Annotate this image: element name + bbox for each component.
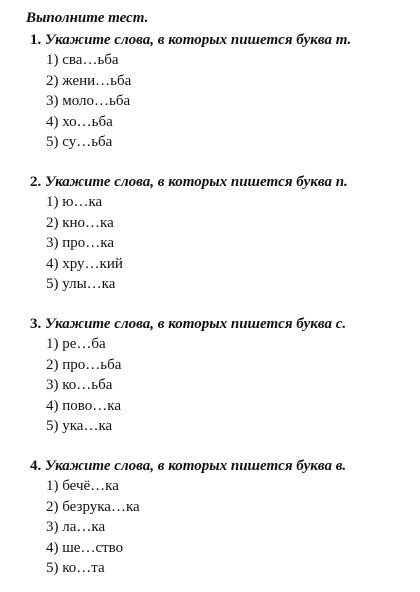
question-3: [30, 314, 410, 437]
answer-option: 1) сва…ьба: [46, 52, 119, 68]
answer-option: 5) ука…ка: [46, 418, 113, 434]
answer-option: 2) безрука…ка: [46, 498, 140, 515]
answer-option: 2) кно…ка: [46, 214, 114, 231]
question-number: 1.: [30, 32, 42, 48]
answer-option: 3) ко…ьба: [46, 377, 113, 393]
answer-option: 3) моло…ьба: [46, 93, 131, 109]
question-4: [30, 456, 410, 579]
answer-option: 2) про…ьба: [46, 356, 122, 373]
question-title: [30, 314, 410, 334]
answer-option: 1) бечё…ка: [46, 478, 119, 494]
answer-option: 4) хру…кий: [46, 255, 123, 272]
question-title: [30, 456, 410, 476]
answer-option: 2) жени…ьба: [46, 72, 132, 89]
answer-option: 1) ю…ка: [46, 194, 103, 210]
answer-option: 5) улы…ка: [46, 276, 116, 292]
question-number: 2.: [30, 174, 42, 190]
answer-option: 4) ше…ство: [46, 539, 124, 556]
question-title: [30, 172, 410, 192]
answer-option: 3) ла…ка: [46, 519, 106, 535]
test-heading: Выполните тест.: [26, 10, 149, 26]
answer-option: 5) ко…та: [46, 560, 105, 576]
question-prompt: Укажите слова, в которых пишется буква: [45, 32, 332, 48]
answer-option: 5) су…ьба: [46, 134, 113, 150]
question-title: [30, 30, 410, 50]
question-2: [30, 172, 410, 295]
answer-option: 4) пово…ка: [46, 397, 121, 414]
option-list: [30, 192, 410, 295]
question-letter: с.: [335, 316, 347, 332]
question-1: [30, 30, 410, 153]
question-prompt: Укажите слова, в которых пишется буква: [45, 316, 332, 332]
answer-option: 1) ре…ба: [46, 336, 106, 352]
question-letter: п.: [335, 174, 348, 190]
question-number: 4.: [30, 458, 42, 474]
option-list: [30, 50, 410, 153]
question-letter: т.: [335, 32, 352, 48]
option-list: [30, 334, 410, 437]
option-list: [30, 476, 410, 579]
question-letter: в.: [335, 458, 347, 474]
question-prompt: Укажите слова, в которых пишется буква: [45, 174, 332, 190]
question-number: 3.: [30, 316, 42, 332]
question-prompt: Укажите слова, в которых пишется буква: [45, 458, 332, 474]
answer-option: 4) хо…ьба: [46, 113, 113, 130]
answer-option: 3) про…ка: [46, 235, 114, 251]
